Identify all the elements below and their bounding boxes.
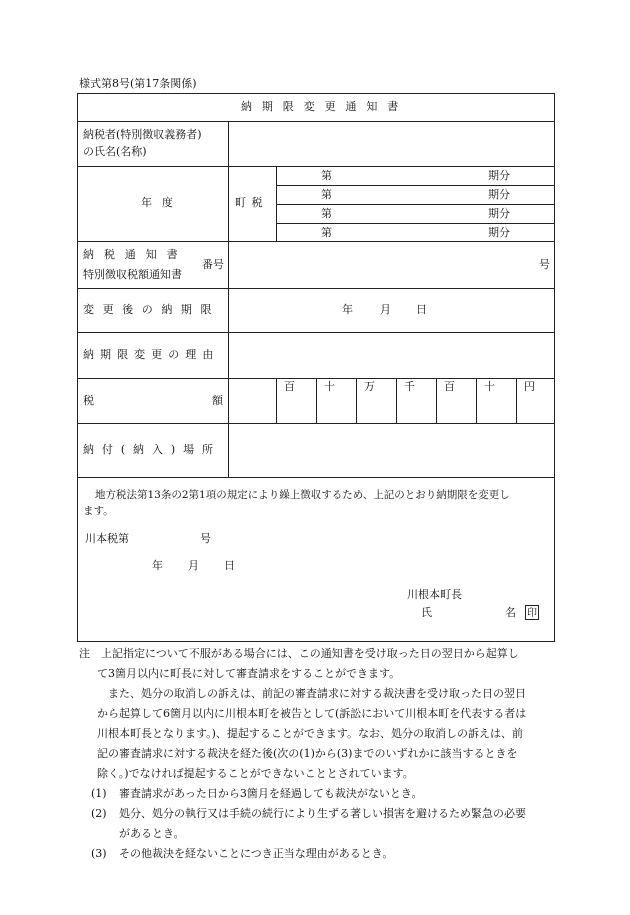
- taxpayer-label: 納税者(特別徴収義務者): [83, 128, 202, 141]
- digit-unit: 百: [444, 380, 455, 393]
- digit-divider: [356, 378, 357, 423]
- note-item: [79, 784, 557, 804]
- note-item-number: (2): [91, 807, 107, 820]
- period-prefix: 第: [321, 226, 332, 239]
- notice-label-sub: 特別徴収税額通知書: [83, 268, 182, 281]
- number-suffix: 号: [539, 258, 550, 271]
- period-suffix: 期分: [488, 207, 510, 220]
- form-caption: 様式第8号(第17条関係): [79, 77, 197, 90]
- note-paragraph: 記の審査請求に対する裁決を経た後(次の(1)から(3)までのいずれかに該当するときを: [97, 747, 518, 760]
- period-line: [276, 223, 554, 224]
- document-number-prefix: 川本税第: [85, 532, 129, 545]
- issue-month: 月: [188, 559, 199, 572]
- row-line: [78, 423, 554, 424]
- name-mei: 名: [505, 606, 516, 619]
- note-item: [79, 844, 557, 864]
- document-number-suffix: 号: [200, 532, 211, 545]
- row-line: [78, 166, 554, 167]
- deadline-day: 日: [416, 303, 427, 316]
- deadline-year: 年: [342, 303, 353, 316]
- period-suffix: 期分: [488, 169, 510, 182]
- digit-unit: 十: [324, 380, 335, 393]
- digit-divider: [436, 378, 437, 423]
- row-line: [78, 121, 554, 122]
- issuer-title: 川根本町長: [407, 588, 462, 601]
- row-line: [78, 288, 554, 289]
- note-item-text: 審査請求があった日から3箇月を経過しても裁決がないとき。: [119, 787, 423, 800]
- note-item-continuation: があるとき。: [119, 827, 185, 840]
- label-divider: [228, 121, 229, 477]
- period-line: [276, 185, 554, 186]
- reason-label: 納期限変更の理由: [83, 348, 220, 361]
- notes-section: [79, 644, 557, 864]
- note-item-text: 処分、処分の執行又は手続の続行により生ずる著しい損害を避けるため緊急の必要: [119, 807, 526, 820]
- note-item-number: (1): [91, 787, 107, 800]
- row-line: [78, 241, 554, 242]
- digit-divider: [476, 378, 477, 423]
- form-table: [77, 93, 555, 642]
- notice-label: 納税通知書: [83, 248, 188, 261]
- row-line: [78, 332, 554, 333]
- digit-unit: 十: [484, 380, 495, 393]
- digit-divider: [276, 378, 277, 423]
- period-suffix: 期分: [488, 188, 510, 201]
- note-paragraph: 除く。)でなければ提起することができないこととされています。: [97, 767, 414, 780]
- digit-divider: [516, 378, 517, 423]
- digit-unit: 千: [404, 380, 415, 393]
- digit-unit: 万: [364, 380, 375, 393]
- period-prefix: 第: [321, 188, 332, 201]
- period-suffix: 期分: [488, 226, 510, 239]
- changed-deadline-label: 変更後の納期限: [83, 303, 221, 316]
- note-paragraph: 注 上記指定について不服がある場合には、この通知書を受け取った日の翌日から起算し: [79, 647, 519, 660]
- payment-place-label: 納付(納入)場所: [83, 443, 221, 456]
- issue-year: 年: [152, 559, 163, 572]
- town-tax-label: 町税: [235, 196, 268, 209]
- digit-divider: [316, 378, 317, 423]
- body-text: ます。: [83, 505, 114, 517]
- year-label: 年度: [141, 196, 183, 209]
- taxpayer-label-sub: の氏名(名称): [83, 145, 147, 158]
- note-paragraph: から起算して6箇月以内に川根本町を被告として(訴訟において川根本町を代表する者は: [97, 707, 527, 720]
- note-item-text: その他裁決を経ないことにつき正当な理由があるとき。: [119, 847, 394, 860]
- number-label: 番号: [202, 258, 224, 271]
- note-item: [79, 804, 557, 824]
- form-title: 納期限変更通知書: [241, 100, 409, 113]
- note-paragraph: また、処分の取消しの訴えは、前記の審査請求に対する裁決書を受け取った日の翌日: [108, 687, 526, 700]
- note-paragraph: て3箇月以内に町長に対して審査請求をすることができます。: [97, 667, 401, 680]
- seal-box: 印: [525, 605, 539, 620]
- digit-unit: 円: [524, 380, 535, 393]
- name-shi: 氏: [421, 606, 432, 619]
- issue-day: 日: [224, 559, 235, 572]
- period-prefix: 第: [321, 207, 332, 220]
- note-paragraph: 川根本町長となります。)、提起することができます。なお、処分の取消しの訴えは、前: [97, 727, 524, 740]
- row-line: [78, 477, 554, 478]
- digit-divider: [396, 378, 397, 423]
- tax-amount-label: 額: [212, 394, 223, 407]
- note-item-number: (3): [91, 847, 107, 860]
- period-prefix: 第: [321, 169, 332, 182]
- deadline-month: 月: [380, 303, 391, 316]
- body-text: 地方税法第13条の2第1項の規定により繰上徴収するため、上記のとおり納期限を変更し: [95, 489, 510, 501]
- period-line: [276, 204, 554, 205]
- town-tax-divider: [276, 166, 277, 241]
- digit-unit: 百: [284, 380, 295, 393]
- tax-amount-label: 税: [83, 394, 94, 407]
